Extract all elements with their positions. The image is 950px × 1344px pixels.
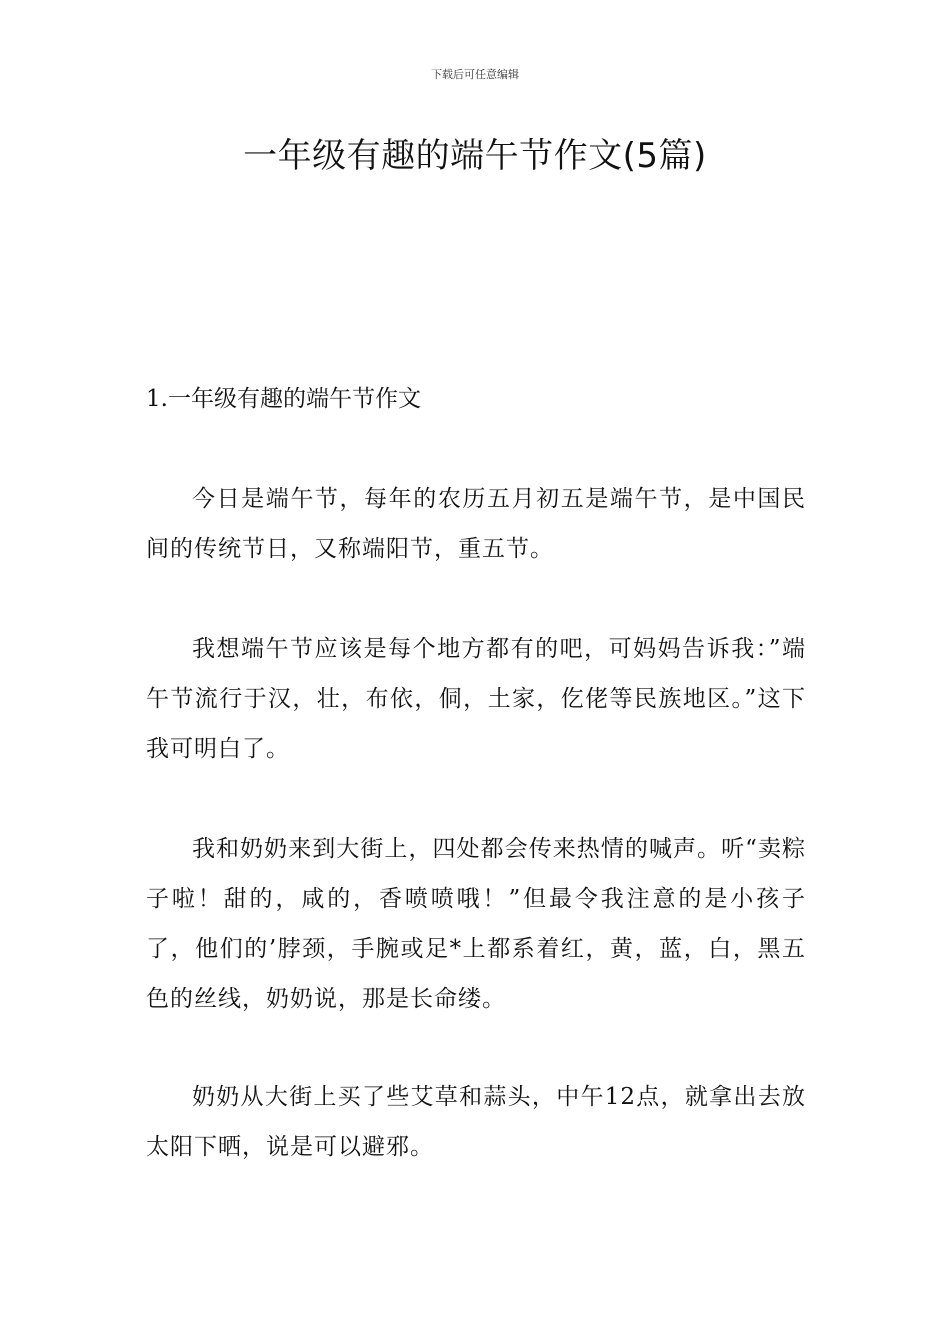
paragraph-2: 我想端午节应该是每个地方都有的吧，可妈妈告诉我：”端午节流行于汉，壮，布依，侗，土家，仡佬等民族地区。”这下我可明白了。 (146, 636, 806, 762)
document-title: 一年级有趣的端午节作文(5篇) (243, 136, 707, 176)
paragraph-4: 奶奶从大街上买了些艾草和蒜头，中午12点，就拿出去放太阳下晒，说是可以避邪。 (146, 1084, 806, 1160)
header-note: 下载后可任意编辑 (431, 68, 519, 81)
paragraph-3: 我和奶奶来到大街上，四处都会传来热情的喊声。听“卖粽子啦！甜的，咸的，香喷喷哦！”但最令我注意的是小孩子了，他们的’脖颈，手腕或足*上都系着红，黄，蓝，白，黑五色的丝线，奶奶说，那是长命缕。 (146, 836, 806, 1012)
section-heading: 1.一年级有趣的端午节作文 (146, 386, 421, 412)
paragraph-1: 今日是端午节，每年的农历五月初五是端午节，是中国民间的传统节日，又称端阳节，重五节。 (146, 486, 806, 562)
